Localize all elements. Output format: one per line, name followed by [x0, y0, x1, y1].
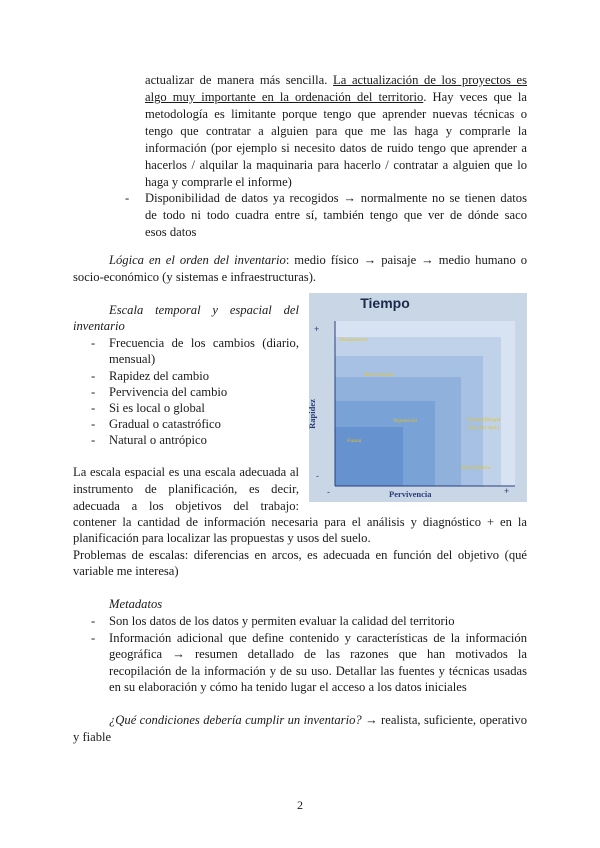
escala-item-1: Frecuencia de los cambios (diario,: [109, 336, 299, 350]
para1-line-7: haga y comprarle el informe): [145, 175, 292, 189]
logica-line-2: socio-económico (y sistemas e infraestructuras).: [73, 270, 317, 284]
label-usos: Usos del suelo: [467, 425, 500, 431]
metadatos-item-2-line-4: en su elaboración y cómo ha tenido lugar el acceso a los datos iniciales: [109, 680, 467, 694]
condiciones-question: ¿Qué condiciones debería cumplir un inventario?: [109, 713, 362, 727]
para1-line-6: hacerlos / alquilar la maquinaria para hacerlo / contratar a alguien que lo: [145, 158, 527, 172]
problemas-line-2: variable me interesa): [73, 564, 179, 578]
metadatos-item-2-line-2: geográfica → resumen detallado de las razones que han motivados la: [109, 647, 527, 661]
escala-heading-1: Escala temporal y espacial del: [109, 303, 299, 317]
escala-dash: -: [91, 336, 96, 350]
espacial-line-5: planificación para localizar las propuestas y usos del suelo.: [73, 531, 371, 545]
escala-dash: -: [91, 369, 96, 383]
espacial-line-1: La escala espacial es una escala adecuada al: [73, 465, 299, 479]
para1-line-5: información (por ejemplo si necesito datos de ruido tengo que aprender a: [145, 141, 527, 155]
page-number: 2: [297, 798, 303, 812]
label-meteorologia: Meteorología: [364, 372, 394, 378]
escala-item-6: Natural o antrópico: [109, 433, 207, 447]
escala-item-2: Rapidez del cambio: [109, 369, 210, 383]
label-geomorfologia: Geomorfología: [467, 417, 501, 423]
para1-text: . Hay veces que la: [423, 90, 527, 104]
metadatos-item-2-line-1: Información adicional que define contenido y características de la información: [109, 631, 527, 645]
logica-text: : medio físico → paisaje → medio humano o: [285, 253, 527, 267]
bullet-datos-line-1: Disponibilidad de datos ya recogidos → normalmente no se tienen datos: [145, 191, 527, 205]
label-fauna: Fauna: [347, 438, 362, 444]
escala-dash: -: [91, 385, 96, 399]
metadatos-dash: -: [91, 631, 96, 645]
condiciones-line-2: y fiable: [73, 730, 112, 744]
escala-dash: -: [91, 417, 96, 431]
figure-title: Tiempo: [360, 295, 410, 311]
para1-underlined: algo muy importante en la ordenación del territorio: [145, 90, 424, 104]
label-nivel: Nivel freático: [461, 465, 491, 471]
problemas-line-1: Problemas de escalas: diferencias en arcos, es adecuada en función del objetivo (qué: [73, 548, 527, 562]
para1-underlined: La actualización de los proyectos es: [333, 73, 527, 87]
y-axis-text: Rapidez: [306, 399, 317, 429]
y-axis-label: [306, 383, 325, 443]
logica-italic: Lógica en el orden del inventario: [109, 253, 286, 267]
escala-item-5: Gradual o catastrófico: [109, 417, 221, 431]
escala-item-1b: mensual): [109, 352, 156, 366]
para1-text: actualizar de manera más sencilla.: [145, 73, 334, 87]
espacial-line-2: instrumento de planificación, es decir,: [73, 482, 299, 496]
label-hundimiento: Hundimiento: [339, 337, 368, 343]
bullet-datos-line-2: de todo ni todo cuadra entre sí, también tengo que ver de dónde saco: [145, 208, 527, 222]
bullet-datos-line-3: esos datos: [145, 225, 197, 239]
para1-line-3: metodología es limitante porque tengo que aprender nuevas técnicas o: [145, 107, 527, 121]
metadatos-item-2-line-3: recopilación de la información y de su uso. Detallar las fuentes y técnicas usadas: [109, 664, 527, 678]
y-plus: +: [314, 324, 320, 334]
figure-graphic: [306, 293, 527, 502]
x-axis-label: Pervivencia: [389, 489, 432, 499]
logica-line-1: [109, 252, 527, 269]
para1-line-4: tengo que contratar a alguien para que me las haga y comprarle la: [145, 124, 527, 138]
y-minus: -: [316, 471, 319, 481]
x-plus: +: [504, 486, 510, 496]
metadatos-item-1: Son los datos de los datos y permiten evaluar la calidad del territorio: [109, 614, 455, 628]
escala-item-4: Si es local o global: [109, 401, 205, 415]
espacial-line-4: contener la cantidad de información necesaria para el análisis y diagnóstico + en la: [73, 515, 527, 529]
escala-dash: -: [91, 401, 96, 415]
para1-line-1: [145, 72, 527, 89]
para1-line-2: [145, 89, 527, 106]
condiciones-line-1: [109, 712, 527, 729]
escala-heading-2: inventario: [73, 319, 125, 333]
escala-item-3: Pervivencia del cambio: [109, 385, 228, 399]
escala-dash: -: [91, 433, 96, 447]
metadatos-heading: Metadatos: [109, 597, 163, 611]
x-minus: -: [327, 487, 330, 497]
metadatos-dash: -: [91, 614, 96, 628]
espacial-line-3: adecuada a los objetivos del trabajo:: [73, 499, 299, 513]
tiempo-figure: [306, 293, 527, 502]
condiciones-answer: → realista, suficiente, operativo: [361, 713, 528, 727]
band-5: [335, 427, 403, 486]
bullet-dash: -: [125, 191, 130, 205]
label-vegetacion: Vegetación: [393, 418, 418, 424]
